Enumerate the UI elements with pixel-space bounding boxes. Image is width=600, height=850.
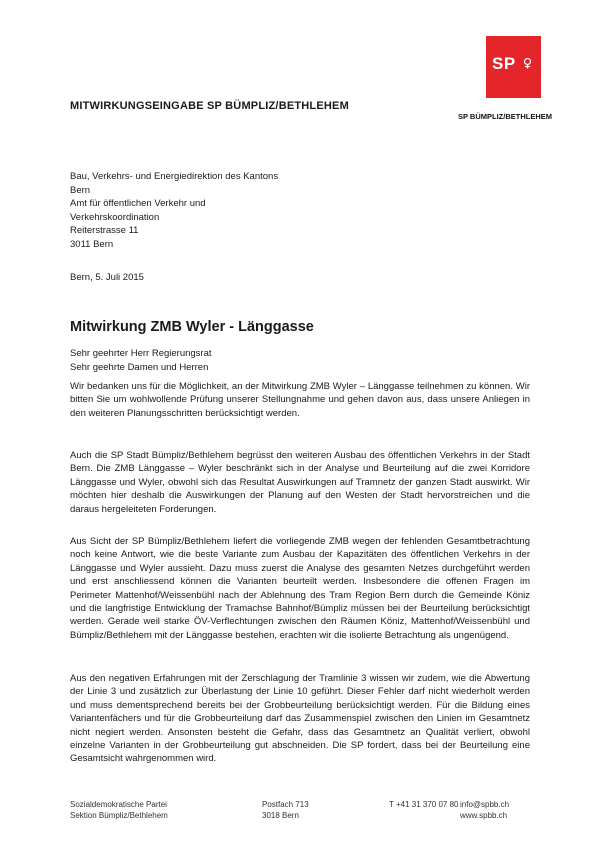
salutation-line: Sehr geehrte Damen und Herren [70, 361, 209, 373]
logo-caption: SP BÜMPLIZ/BETHLEHEM [457, 112, 552, 121]
footer-contact [460, 799, 509, 821]
letter-date: Bern, 5. Juli 2015 [70, 272, 144, 283]
address-line: Bau, Verkehrs- und Energiedirektion des Kantons [70, 171, 279, 182]
body-paragraph: Auch die SP Stadt Bümpliz/Bethlehem begrüsst den weiteren Ausbau des öffentlichen Verkehrs in der Stadt Bern. Die ZMB Länggasse – Wyler beschränkt sich in der Analyse und Beurteilung auf die zwei Korridore Länggasse und Wyler, obwohl sich das Resultat Auswirkungen auf Tramnetz der ganzen Stadt auswirkt. Wir möchten hier deshalb die Auswirkungen der Planung auf den Westen der Stadt hervorstreichen und die daraus hergeleiteten Forderungen. [70, 450, 530, 515]
body-paragraph: Aus den negativen Erfahrungen mit der Zerschlagung der Tramlinie 3 wissen wir zudem, wie die Abwertung der Linie 3 und zusätzlich zur Überlastung der Linie 10 geführt. Dieser Fehler darf nicht wiederholt werden und muss dementsprechend bereits bei der Grobbeurteilung berücksichtigt werden. Für die Bildung eines Variantenfächers und für die Grobbeurteilung darf das Zusammenspiel zwischen den Linien im Gesamtnetz nicht negiert werden. Ansonsten besteht die Gefahr, dass das Gesamtnetz an Qualität verliert, obwohl einzelne Varianten in der Grobbeurteilung gut abschneiden. Die SP fordert, dass bei der Beurteilung eine Gesamtsicht wahrgenommen wird. [70, 673, 530, 765]
document-title: Mitwirkung ZMB Wyler - Länggasse [70, 319, 314, 335]
footer-website[interactable]: www.spbb.ch [460, 811, 508, 820]
salutation [70, 347, 212, 374]
sp-logo [486, 36, 541, 98]
footer-line: 3018 Bern [262, 811, 299, 820]
footer-email[interactable]: info@spbb.ch [460, 800, 510, 809]
footer-organization [70, 799, 168, 821]
rose-icon [523, 58, 532, 69]
footer-line: Postfach 713 [262, 800, 309, 809]
address-line: Bern [70, 184, 91, 196]
document-header: MITWIRKUNGSEINGABE SP BÜMPLIZ/BETHLEHEM [70, 100, 349, 112]
address-line: Amt für öffentlichen Verkehr und [70, 198, 206, 209]
footer-line: Sektion Bümpliz/Bethlehem [70, 811, 168, 820]
footer-postal-address [262, 799, 309, 821]
footer-line: T +41 31 370 07 80 [389, 800, 459, 809]
logo-text: SP [492, 54, 516, 73]
footer-phone [389, 799, 458, 810]
salutation-line: Sehr geehrter Herr Regierungsrat [70, 348, 212, 359]
address-line: Reiterstrasse 11 [70, 225, 139, 236]
footer-line: Sozialdemokratische Partei [70, 800, 167, 809]
address-line: Verkehrskoordination [70, 211, 160, 223]
address-line: 3011 Bern [70, 238, 114, 250]
body-paragraph: Aus Sicht der SP Bümpliz/Bethlehem liefert die vorliegende ZMB wegen der fehlenden Gesamtbetrachtung noch keine Antwort, wie die beste Variante zum Ausbau der Kapazitäten des öffentlichen Verkehrs in der Länggasse und Wyler aussieht. Dazu muss zuerst die Analyse des gesamten Netzes durchgeführt werden und erst anschliessend können die Varianten beurteilt werden. Insbesondere die offenen Fragen im Perimeter Mattenhof/Weissenbühl nach der Ablehnung des Tram Region Bern durch die Gemeinde Köniz und die langfristige Entwicklung der Tramachse Bahnhof/Bümpliz müssen bei der Beurteilung berücksichtigt werden. Gerade weil starke ÖV-Verflechtungen zwischen den Räumen Köniz, Mattenhof/Weissenbühl und Bümpliz/Bethlehem mit der Länggasse bestehen, erachten wir die isolierte Betrachtung als ungenügend. [70, 536, 530, 641]
recipient-address [70, 170, 278, 251]
body-paragraph: Wir bedanken uns für die Möglichkeit, an der Mitwirkung ZMB Wyler – Länggasse teilnehmen zu können. Wir bitten Sie um wohlwollende Prüfung unserer Stellungnahme und gehen davon aus, dass unsere Anliegen in den weiteren Planungsschritten berücksichtigt werden. [70, 381, 530, 419]
